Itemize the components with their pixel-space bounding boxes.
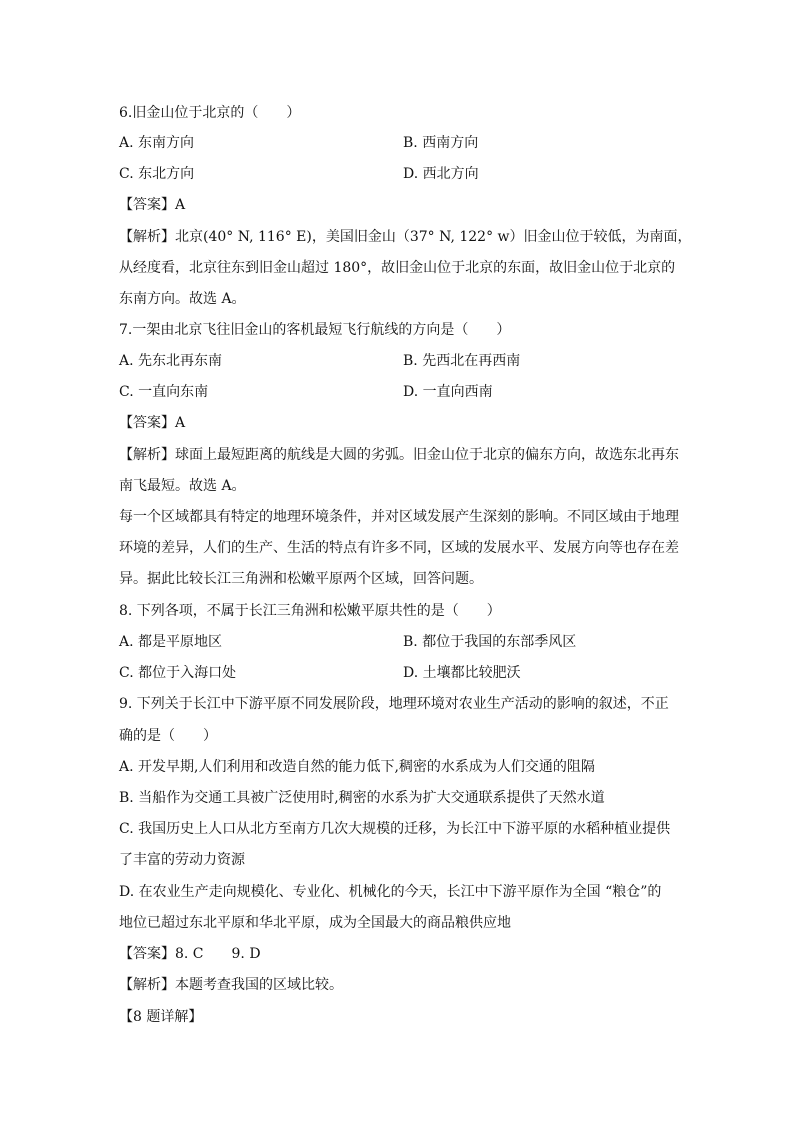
- q8-option-b: B. 都位于我国的东部季风区: [403, 634, 577, 650]
- analysis-8-9: 【解析】本题考查我国的区域比较。: [119, 977, 343, 993]
- q8-option-c: C. 都位于入海口处: [119, 665, 237, 681]
- q6-option-d: D. 西北方向: [403, 166, 479, 182]
- q6-analysis-line-2: 从经度看，北京往东到旧金山超过 180°，故旧金山位于北京的东面，故旧金山位于北京的: [119, 260, 676, 276]
- answer-8-9: 【答案】8. C 9. D: [119, 946, 261, 962]
- q9-option-c-line-1: C. 我国历史上人口从北方至南方几次大规模的迁移，为长江中下游平原的水稻种植业提供: [119, 821, 671, 837]
- q6-answer: 【答案】A: [119, 197, 186, 213]
- q8-option-a: A. 都是平原地区: [119, 634, 223, 650]
- q7-option-a: A. 先东北再东南: [119, 353, 223, 369]
- q6-option-a: A. 东南方向: [119, 135, 195, 151]
- q9-option-b: B. 当船作为交通工具被广泛使用时,稠密的水系为扩大交通联系提供了天然水道: [119, 790, 605, 806]
- q9-option-c-line-2: 了丰富的劳动力资源: [119, 852, 245, 868]
- q7-option-d: D. 一直向西南: [403, 384, 493, 400]
- q7-analysis-line-1: 【解析】球面上最短距离的航线是大圆的劣弧。旧金山位于北京的偏东方向，故选东北再东: [119, 447, 679, 463]
- q9-stem-line-2: 确的是（ ）: [119, 728, 217, 744]
- q8-detail-heading: 【8 题详解】: [119, 1009, 203, 1025]
- q7-analysis-line-2: 南飞最短。故选 A。: [119, 478, 246, 494]
- q6-option-c: C. 东北方向: [119, 166, 195, 182]
- q6-analysis-line-1: 【解析】北京(40° N, 116° E)，美国旧金山（37° N, 122° w）旧金山位于较低，为南面，: [119, 229, 692, 245]
- q9-option-a: A. 开发早期,人们利用和改造自然的能力低下,稠密的水系成为人们交通的阻隔: [119, 759, 595, 775]
- q7-option-b: B. 先西北在再西南: [403, 353, 521, 369]
- q8-stem: 8. 下列各项，不属于长江三角洲和松嫩平原共性的是（ ）: [119, 603, 501, 619]
- q6-option-b: B. 西南方向: [403, 135, 479, 151]
- q8-option-d: D. 土壤都比较肥沃: [403, 665, 521, 681]
- passage-line-2: 环境的差异，人们的生产、生活的特点有许多不同，区域的发展水平、发展方向等也存在差: [119, 540, 679, 556]
- q9-stem-line-1: 9. 下列关于长江中下游平原不同发展阶段，地理环境对农业生产活动的影响的叙述，不正: [119, 696, 669, 712]
- q9-option-d-line-1: D. 在农业生产走向规模化、专业化、机械化的今天，长江中下游平原作为全国 “粮仓”的: [119, 884, 662, 900]
- q6-analysis-line-3: 东南方向。故选 A。: [119, 291, 246, 307]
- q6-stem: 6.旧金山位于北京的（ ）: [119, 105, 301, 121]
- q7-answer: 【答案】A: [119, 415, 186, 431]
- passage-line-1: 每一个区域都具有特定的地理环境条件，并对区域发展产生深刻的影响。不同区域由于地理: [119, 509, 679, 525]
- q7-stem: 7.一架由北京飞往旧金山的客机最短飞行航线的方向是（ ）: [119, 322, 511, 338]
- q9-option-d-line-2: 地位已超过东北平原和华北平原，成为全国最大的商品粮供应地: [119, 915, 511, 931]
- passage-line-3: 异。据此比较长江三角洲和松嫩平原两个区域，回答问题。: [119, 571, 483, 587]
- q7-option-c: C. 一直向东南: [119, 384, 209, 400]
